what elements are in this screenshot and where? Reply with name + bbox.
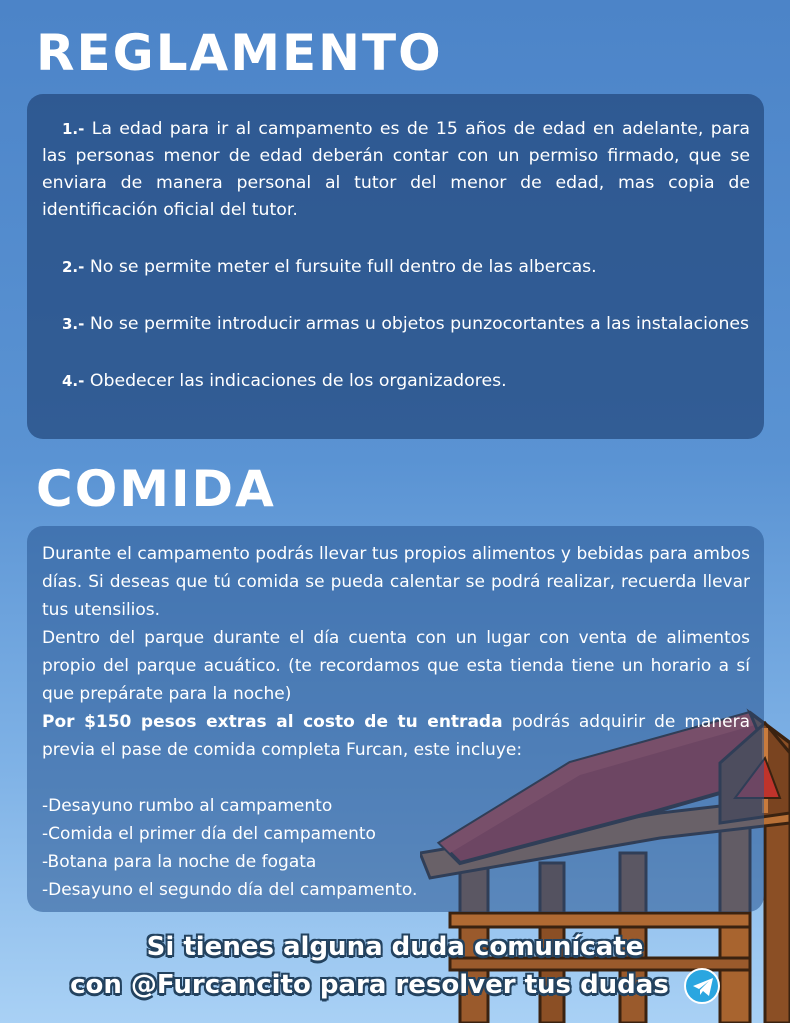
rule-item [42, 254, 750, 281]
comida-paragraph-1: Durante el campamento podrás llevar tus propios alimentos y bebidas para ambos días. Si deseas que tú comida se pueda calentar se podrá realizar, recuerda llevar tus utensilios. [42, 544, 750, 620]
comida-paragraph-3-rest: podrás adquirir de manera previa el pase de comida completa Furcan, este incluye: [42, 712, 750, 760]
rule-text: La edad para ir al campamento es de 15 años de edad en adelante, para las personas menor de edad deberán contar con un permiso firmado, que se enviara de manera personal al tutor del menor de edad, mas copia de identificación oficial del tutor. [42, 119, 750, 220]
rule-text: No se permite introducir armas u objetos punzocortantes a las instalaciones [84, 314, 750, 334]
rule-item [42, 368, 750, 395]
footer-line-2 [0, 966, 790, 1004]
rule-item [42, 116, 750, 224]
telegram-icon[interactable] [684, 968, 720, 1004]
list-item: -Botana para la noche de fogata [42, 852, 317, 872]
price-highlight: Por $150 pesos extras al costo de tu entrada [42, 712, 503, 732]
rule-item [42, 311, 750, 338]
list-item: -Comida el primer día del campamento [42, 824, 376, 844]
rule-number: 3.- [62, 315, 85, 333]
footer-line-1: Si tienes alguna duda comunícate [146, 932, 644, 962]
list-item: -Desayuno el segundo día del campamento. [42, 880, 418, 900]
rule-number: 1.- [62, 120, 85, 138]
comida-panel [27, 526, 764, 912]
comida-paragraph-3 [42, 708, 750, 764]
comida-paragraph-2: Dentro del parque durante el día cuenta con un lugar con venta de alimentos propio del parque acuático. (te recordamos que esta tienda tiene un horario a sí que prepárate para la noche) [42, 628, 750, 704]
rule-number: 4.- [62, 372, 85, 390]
rule-text: Obedecer las indicaciones de los organizadores. [84, 371, 507, 391]
reglamento-heading: REGLAMENTO [36, 24, 443, 82]
rule-text: No se permite meter el fursuite full dentro de las albercas. [84, 257, 597, 277]
comida-heading: COMIDA [36, 460, 276, 518]
footer-contact-text: con @Furcancito para resolver tus dudas [70, 970, 669, 1000]
reglamento-panel [27, 94, 764, 439]
meal-list [42, 792, 750, 904]
rule-number: 2.- [62, 258, 85, 276]
list-item: -Desayuno rumbo al campamento [42, 796, 333, 816]
